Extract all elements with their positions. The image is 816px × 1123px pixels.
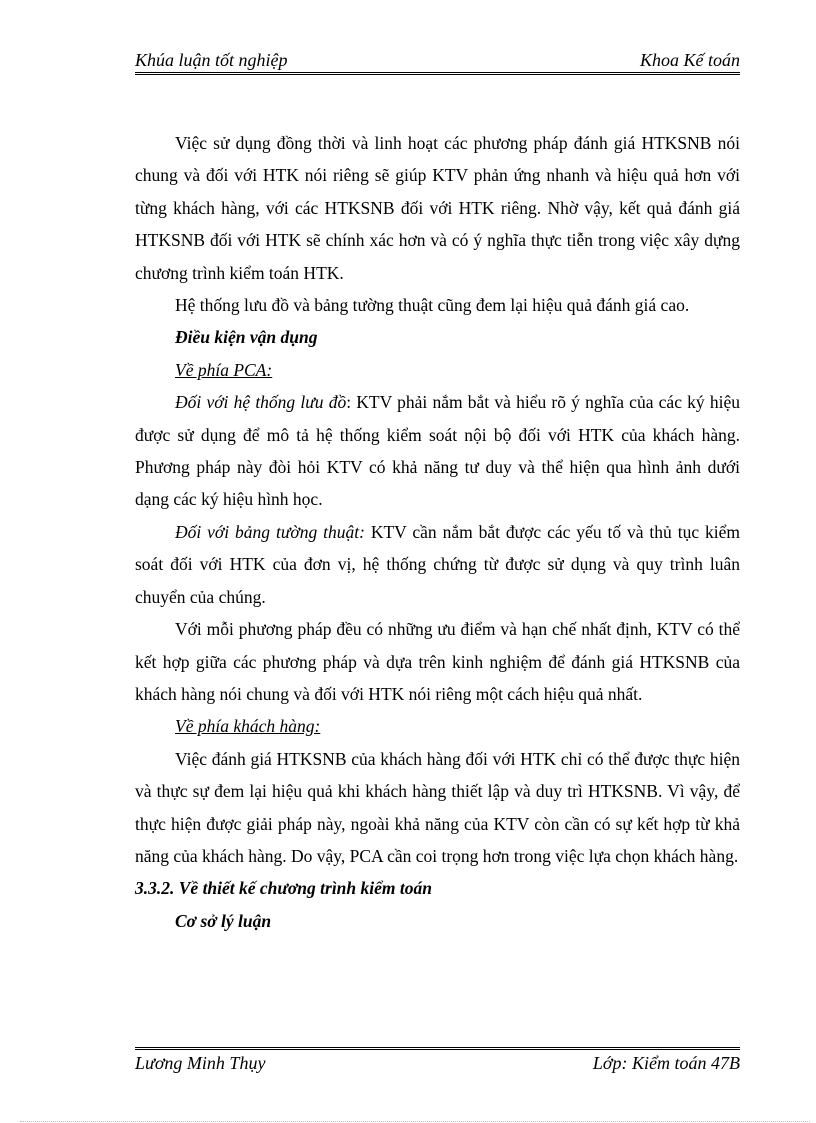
page-header xyxy=(135,48,740,74)
page-bottom-edge xyxy=(20,1121,810,1122)
flowchart-lead-text: Đối với hệ thống lưu đồ xyxy=(175,392,347,413)
header-thesis-title: Khúa luận tốt nghiệp xyxy=(135,50,288,70)
section-heading-3-3-2: 3.3.2. Về thiết kế chương trình kiểm toán xyxy=(135,878,432,899)
paragraph-method-combination: Với mỗi phương pháp đều có những ưu điểm và hạn chế nhất định, KTV có thể kết hợp giữa các phương pháp và dựa trên kinh nghiệm để đánh giá HTKSNB của khách hàng nói chung và đối với HTK nói riêng một cách hiệu quả nhất. xyxy=(135,619,740,704)
heading-theoretical-basis: Cơ sở lý luận xyxy=(175,910,272,931)
paragraph-client-evaluation: Việc đánh giá HTKSNB của khách hàng đối với HTK chỉ có thể được thực hiện và thực sự đem lại hiệu quả khi khách hàng thiết lập và duy trì HTKSNB. Vì vậy, để thực hiện được giải pháp này, ngoài khả năng của KTV còn cần có sự kết hợp từ khả năng của khách hàng. Do vậy, PCA cần coi trọng hơn trong việc lựa chọn khách hàng. xyxy=(135,748,740,866)
paragraph-evaluation-methods: Việc sử dụng đồng thời và linh hoạt các phương pháp đánh giá HTKSNB nói chung và đối với HTK nói riêng sẽ giúp KTV phản ứng nhanh và hiệu quả hơn với từng khách hàng, với các HTKSNB đối với HTK riêng. Nhờ vậy, kết quả đánh giá HTKSNB đối với HTK sẽ chính xác hơn và có ý nghĩa thực tiễn trong việc xây dựng chương trình kiểm toán HTK. xyxy=(135,133,740,283)
paragraph-flowchart-narrative: Hệ thống lưu đồ và bảng tường thuật cũng đem lại hiệu quả đánh giá cao. xyxy=(175,295,690,316)
footer-class: Lớp: Kiểm toán 47B xyxy=(592,1053,740,1073)
footer-divider xyxy=(135,1047,740,1050)
document-body xyxy=(135,127,740,937)
narrative-rest-text: KTV cần nắm bắt được các yếu tố và thủ tục kiểm soát đối với HTK của đơn vị, hệ thống chứng từ được sử dụng và quy trình luân chuyển của chúng. xyxy=(135,521,740,607)
narrative-lead-text: Đối với bảng tường thuật: xyxy=(175,521,365,542)
heading-client-side: Về phía khách hàng: xyxy=(175,716,321,737)
header-divider xyxy=(135,72,740,75)
page-footer xyxy=(135,1053,740,1079)
paragraph-narrative-table xyxy=(135,516,740,613)
footer-author: Lương Minh Thụy xyxy=(135,1053,266,1073)
flowchart-rest-text: : KTV phải nắm bắt và hiểu rõ ý nghĩa của các ký hiệu được sử dụng để mô tả hệ thống kiểm soát nội bộ đối với HTK của khách hàng. Phương pháp này đòi hỏi KTV có khả năng tư duy và thể hiện qua hình ảnh dưới dạng các ký hiệu hình học. xyxy=(135,392,740,510)
paragraph-flowchart-system xyxy=(135,386,740,516)
heading-pca-side: Về phía PCA: xyxy=(175,359,273,380)
heading-conditions: Điều kiện vận dụng xyxy=(175,327,318,348)
header-faculty: Khoa Kế toán xyxy=(639,50,740,70)
